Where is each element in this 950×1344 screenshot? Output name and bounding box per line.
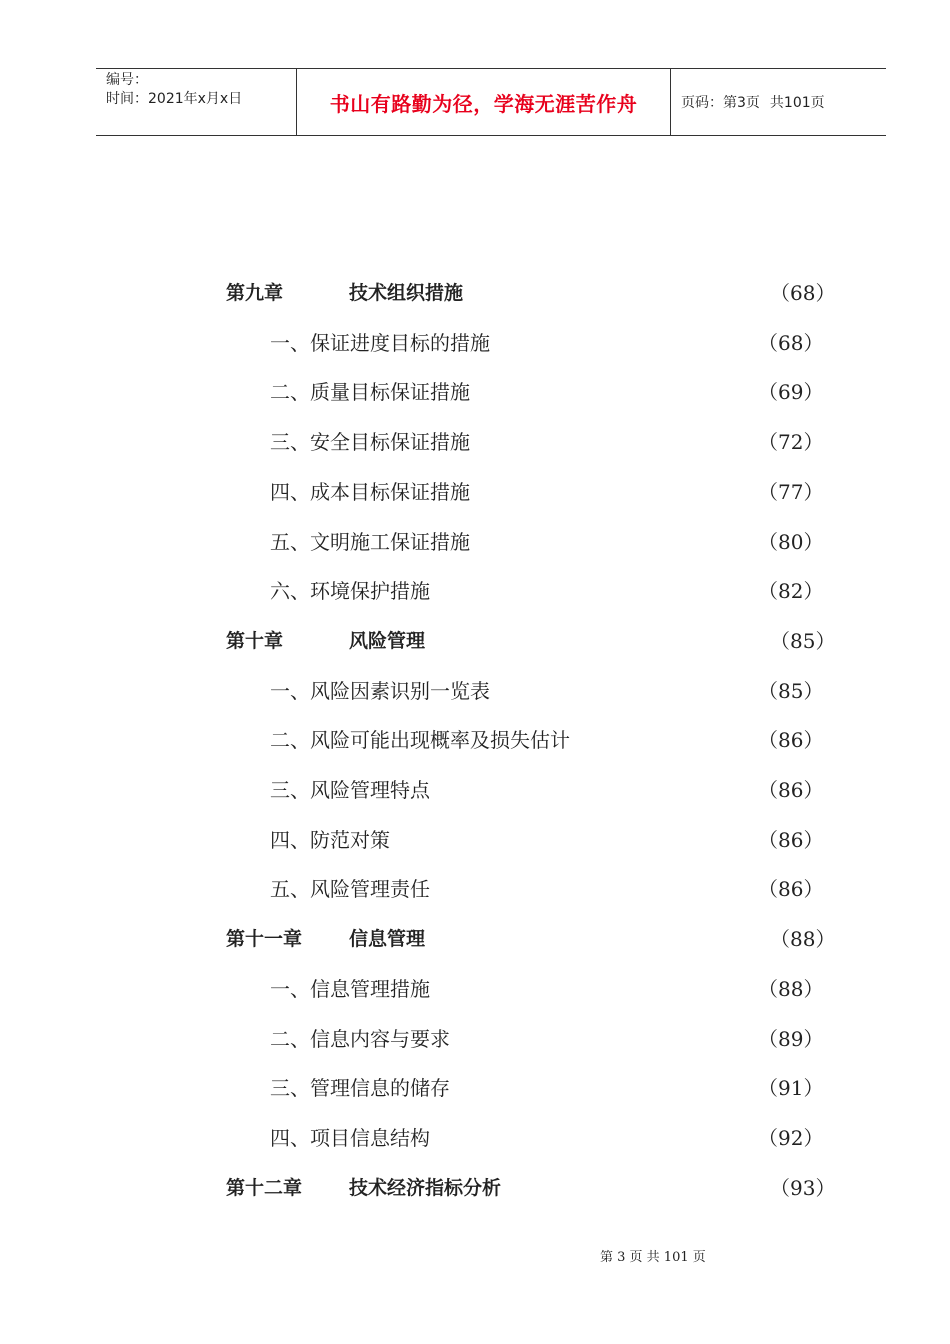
toc-section-row xyxy=(0,825,950,855)
toc-section-title: 三、管理信息的储存 xyxy=(270,1076,450,1101)
header-meta-cell xyxy=(96,69,297,135)
toc-page-number: （89） xyxy=(758,1026,824,1051)
document-time-label: 时间：2021年x月x日 xyxy=(106,91,243,107)
toc-page-number: （91） xyxy=(758,1076,824,1101)
toc-section-title: 三、风险管理特点 xyxy=(270,778,430,802)
toc-chapter-title: 技术组织措施 xyxy=(349,282,464,304)
toc-chapter-number: 第十章 xyxy=(226,629,284,652)
toc-section-title: 一、信息管理措施 xyxy=(270,976,430,1001)
toc-page-number: （88） xyxy=(770,927,836,952)
toc-chapter-number: 第九章 xyxy=(226,282,284,304)
toc-chapter-title: 技术经济指标分析 xyxy=(349,1176,502,1199)
toc-section-row xyxy=(0,527,950,557)
toc-section-row xyxy=(0,775,950,805)
header-motto-cell xyxy=(297,69,671,135)
toc-page-number: （86） xyxy=(758,827,824,852)
toc-section-title: 六、环境保护措施 xyxy=(270,579,430,604)
toc-section-title: 二、信息内容与要求 xyxy=(270,1026,450,1051)
toc-section-row xyxy=(0,477,950,507)
toc-section-title: 四、防范对策 xyxy=(270,827,390,852)
toc-page-number: （85） xyxy=(758,678,824,703)
toc-section-row xyxy=(0,576,950,606)
toc-section-row xyxy=(0,377,950,407)
toc-section-row xyxy=(0,974,950,1004)
toc-chapter-number: 第十二章 xyxy=(226,1176,303,1199)
toc-section-row xyxy=(0,874,950,904)
toc-page-number: （86） xyxy=(758,778,824,802)
toc-section-title: 五、风险管理责任 xyxy=(270,877,430,902)
toc-chapter-number: 第十一章 xyxy=(226,928,303,951)
toc-page-number: （80） xyxy=(758,529,824,554)
toc-section-row xyxy=(0,676,950,706)
toc-page-number: （85） xyxy=(770,628,836,653)
toc-chapter-row xyxy=(0,1173,950,1203)
toc-section-row xyxy=(0,1123,950,1153)
toc-section-row xyxy=(0,1073,950,1103)
toc-section-title: 四、项目信息结构 xyxy=(270,1125,430,1150)
footer-page-number: 第 3 页 共 101 页 xyxy=(600,1250,706,1265)
toc-page-number: （69） xyxy=(758,380,824,405)
toc-page-number: （77） xyxy=(758,479,824,504)
toc-section-title: 二、风险可能出现概率及损失估计 xyxy=(270,728,570,753)
toc-page-number: （86） xyxy=(758,877,824,902)
toc-section-title: 三、安全目标保证措施 xyxy=(270,430,470,455)
toc-page-number: （68） xyxy=(770,281,836,305)
toc-page-number: （88） xyxy=(758,976,824,1001)
page-header xyxy=(96,68,886,136)
toc-chapter-row xyxy=(0,924,950,954)
toc-page-number: （86） xyxy=(758,728,824,753)
toc-section-row xyxy=(0,725,950,755)
toc-page-number: （93） xyxy=(770,1175,836,1200)
toc-section-row xyxy=(0,427,950,457)
toc-section-title: 一、保证进度目标的措施 xyxy=(270,330,490,355)
header-motto: 书山有路勤为径，学海无涯苦作舟 xyxy=(329,91,638,116)
header-page-cell xyxy=(671,69,886,135)
toc-section-row xyxy=(0,328,950,358)
toc-section-row xyxy=(0,1024,950,1054)
toc-page-number: （92） xyxy=(758,1125,824,1150)
toc-chapter-row xyxy=(0,626,950,656)
toc-section-title: 四、成本目标保证措施 xyxy=(270,479,470,504)
toc-chapter-title: 信息管理 xyxy=(349,928,426,951)
header-page-number: 页码：第3页 xyxy=(681,95,760,111)
toc-page-number: （68） xyxy=(758,330,824,355)
toc-chapter-title: 风险管理 xyxy=(349,629,426,652)
toc-section-title: 二、质量目标保证措施 xyxy=(270,380,470,405)
header-page-total: 共101页 xyxy=(769,95,825,111)
toc-section-title: 一、风险因素识别一览表 xyxy=(270,678,490,703)
toc-chapter-row xyxy=(0,278,950,308)
document-number-label: 编号： xyxy=(106,72,148,88)
toc-page-number: （82） xyxy=(758,579,824,604)
toc-page-number: （72） xyxy=(758,430,824,455)
toc-section-title: 五、文明施工保证措施 xyxy=(270,529,470,554)
